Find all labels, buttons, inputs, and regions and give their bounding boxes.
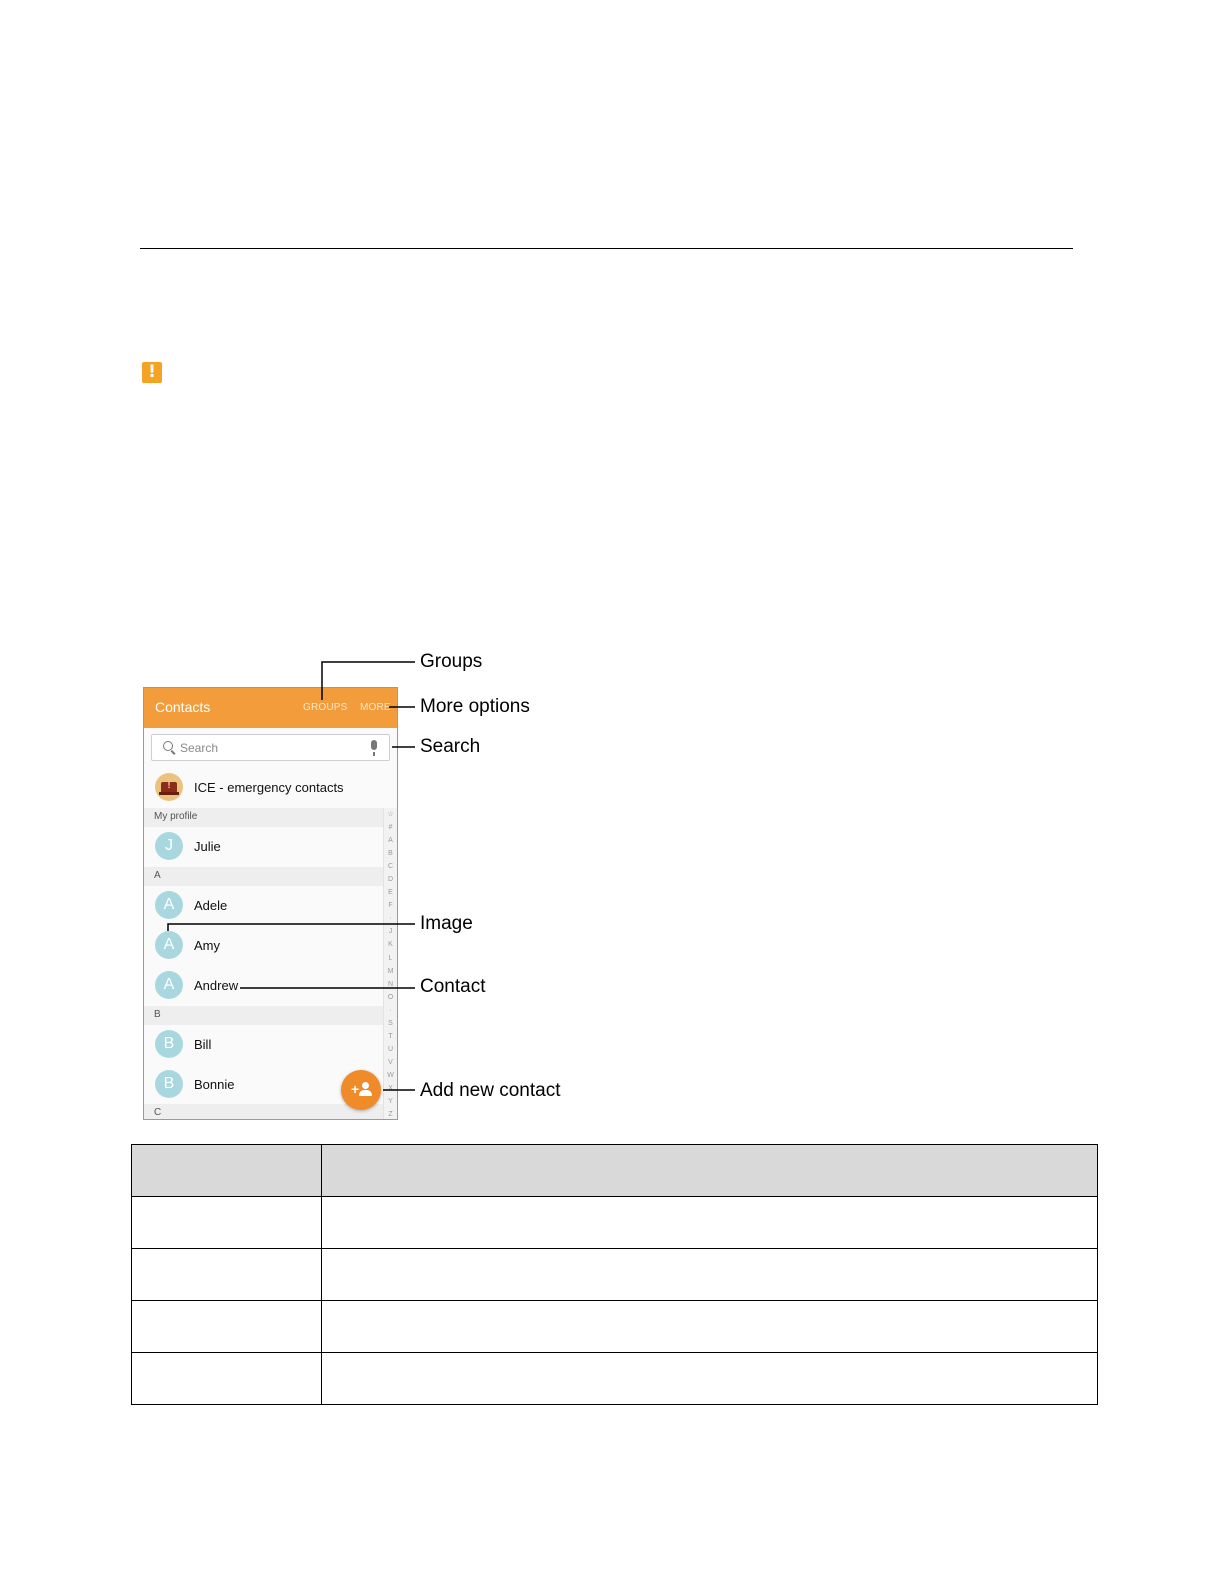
search-placeholder: Search <box>180 741 219 755</box>
contact-avatar: B <box>155 1070 183 1098</box>
contact-avatar: J <box>155 832 183 860</box>
person-icon <box>362 1082 369 1089</box>
table-row <box>132 1353 1098 1405</box>
section-header-my-profile: My profile <box>144 808 383 827</box>
contact-name: Andrew <box>194 978 239 993</box>
section-header-c: C <box>144 1104 383 1120</box>
callout-search: Search <box>420 736 481 757</box>
index-letter[interactable]: · <box>389 915 392 923</box>
microphone-icon[interactable] <box>371 740 377 750</box>
add-contact-button[interactable] <box>341 1070 381 1110</box>
callout-groups: Groups <box>420 651 483 672</box>
table-row <box>132 1249 1098 1301</box>
index-letter[interactable]: Y <box>388 1098 393 1106</box>
contact-avatar: A <box>155 971 183 999</box>
callout-more-options: More options <box>420 696 530 717</box>
index-letter[interactable]: N <box>387 980 394 988</box>
contact-name: Bonnie <box>194 1077 235 1092</box>
index-letter[interactable]: O <box>387 993 394 1001</box>
contact-avatar: A <box>155 891 183 919</box>
index-letter[interactable]: B <box>388 850 393 858</box>
section-header-b: B <box>144 1006 383 1025</box>
more-button[interactable]: MORE <box>360 702 391 713</box>
index-letter[interactable]: ☆ <box>387 811 394 818</box>
index-letter[interactable]: · <box>389 1006 392 1014</box>
phone-screenshot <box>143 687 398 1120</box>
table-row <box>132 1301 1098 1353</box>
callout-contact: Contact <box>420 976 486 997</box>
index-letter[interactable]: D <box>387 876 394 884</box>
index-letter[interactable]: S <box>388 1019 393 1027</box>
contact-row-julie[interactable] <box>144 827 383 866</box>
plus-icon: + <box>351 1081 360 1097</box>
index-letter[interactable]: W <box>387 1071 394 1079</box>
search-icon <box>163 741 173 751</box>
contact-name: Amy <box>194 938 220 953</box>
index-letter[interactable]: # <box>388 824 393 832</box>
header-rule <box>140 248 1073 249</box>
contact-avatar: A <box>155 931 183 959</box>
search-input[interactable] <box>151 734 390 761</box>
contact-name: Adele <box>194 898 228 913</box>
index-letter[interactable]: V <box>388 1058 393 1066</box>
groups-button[interactable]: GROUPS <box>303 702 348 713</box>
index-letter[interactable]: E <box>388 889 393 897</box>
index-letter[interactable]: J <box>388 928 393 936</box>
index-letter[interactable]: L <box>388 954 393 962</box>
table-row <box>132 1197 1098 1249</box>
section-header-a: A <box>144 867 383 886</box>
callout-image: Image <box>420 913 473 934</box>
contact-name: Bill <box>194 1037 212 1052</box>
index-letter[interactable]: F <box>388 902 393 910</box>
table-header-row <box>132 1145 1098 1197</box>
ice-contacts-item[interactable] <box>144 768 383 807</box>
ice-label: ICE - emergency contacts <box>194 780 344 795</box>
index-letter[interactable]: T <box>388 1032 393 1040</box>
ice-icon <box>155 773 183 801</box>
app-bar <box>144 688 397 728</box>
contact-row-bill[interactable] <box>144 1025 383 1064</box>
warning-icon: ! <box>142 362 162 383</box>
contact-row-adele[interactable] <box>144 886 383 925</box>
description-table <box>131 1144 1098 1405</box>
index-letter[interactable]: M <box>387 967 394 975</box>
index-letter[interactable]: K <box>388 941 393 949</box>
contact-row-amy[interactable] <box>144 926 383 965</box>
index-letter[interactable]: X <box>388 1084 393 1092</box>
contact-row-andrew[interactable] <box>144 966 383 1005</box>
index-letter[interactable]: Z <box>388 1111 393 1119</box>
contact-name: Julie <box>194 839 221 854</box>
alphabet-index-scrollbar[interactable] <box>383 808 397 1120</box>
contact-avatar: B <box>155 1030 183 1058</box>
index-letter[interactable]: U <box>387 1045 394 1053</box>
index-letter[interactable]: C <box>387 863 394 871</box>
callout-add-new-contact: Add new contact <box>420 1080 561 1101</box>
app-title: Contacts <box>155 699 211 715</box>
index-letter[interactable]: A <box>388 837 393 845</box>
